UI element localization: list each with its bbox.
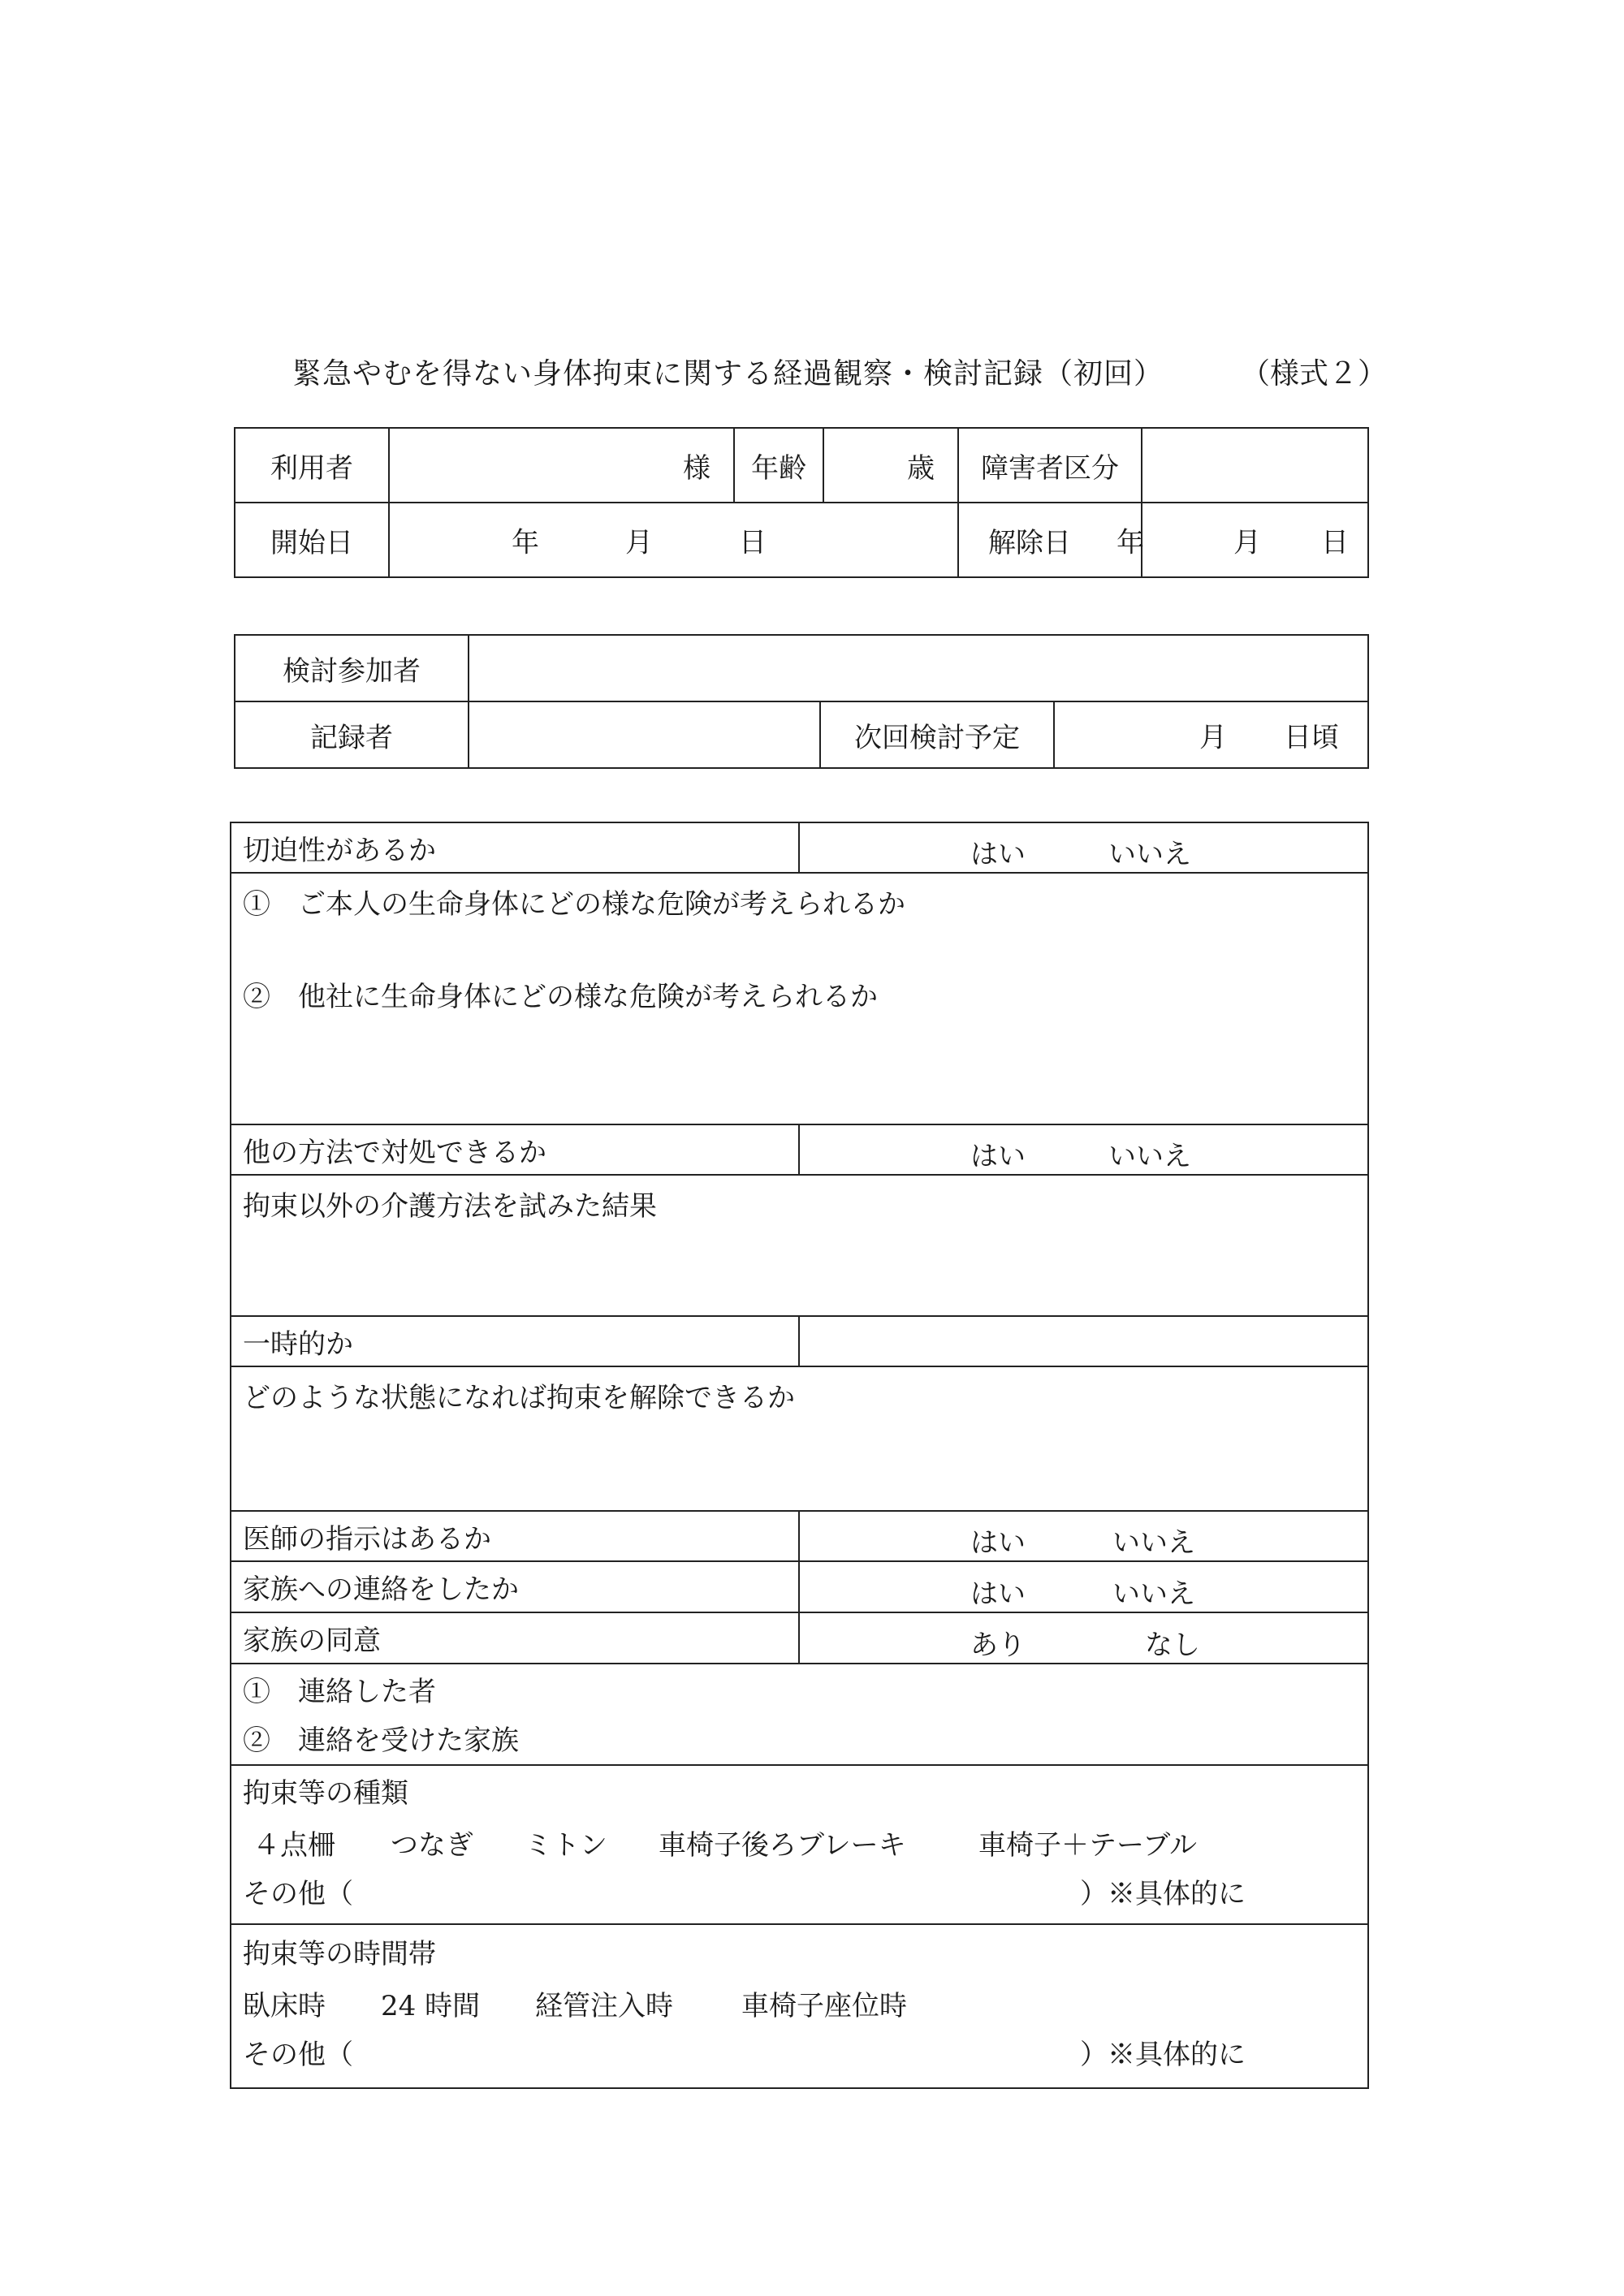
family-contact-answer[interactable] [799, 1561, 1368, 1612]
next-review-label: 次回検討予定 [820, 701, 1054, 768]
temporary-details-field[interactable] [231, 1366, 1368, 1511]
time-tube-feeding[interactable]: 経管注入時 [535, 1990, 673, 2022]
restraint-type-4point[interactable]: ４点柵 [253, 1829, 335, 1862]
family-consent-answer[interactable] [799, 1612, 1368, 1664]
time-other-close: ）※具体的に [1080, 2039, 1246, 2071]
disability-category-field[interactable] [1142, 428, 1368, 503]
restraint-type-section[interactable] [231, 1765, 1368, 1924]
restraint-time-label: 拘束等の時間帯 [243, 1938, 436, 1970]
urgency-item-2: ② 他社に生命身体にどの様な危険が考えられるか [243, 981, 878, 1013]
time-24h[interactable]: 24 時間 [381, 1990, 481, 2022]
alternative-details-field[interactable] [231, 1175, 1368, 1316]
contact-item-1: ① 連絡した者 [243, 1676, 436, 1708]
urgency-yes[interactable]: はい [970, 838, 1026, 871]
doctor-answer[interactable] [799, 1511, 1368, 1561]
document-title: 緊急やむを得ない身体拘束に関する経過観察・検討記録（初回） [292, 357, 1164, 391]
urgency-question: 切迫性があるか [231, 822, 799, 873]
family-contact-no[interactable]: いいえ [1112, 1577, 1195, 1610]
doctor-question: 医師の指示はあるか [231, 1511, 799, 1561]
time-lying[interactable]: 臥床時 [243, 1990, 326, 2022]
urgency-item-1: ① ご本人の生命身体にどの様な危険が考えられるか [243, 888, 905, 921]
restraint-type-mitten[interactable]: ミトン [525, 1829, 607, 1862]
restraint-type-wheelchair-brake[interactable]: 車椅子後ろブレーキ [659, 1829, 906, 1862]
urgency-answer[interactable] [799, 822, 1368, 873]
recorder-label: 記録者 [235, 701, 469, 768]
restraint-other-close: ）※具体的に [1080, 1878, 1246, 1910]
time-wheelchair-seated[interactable]: 車椅子座位時 [741, 1990, 907, 2022]
time-other-open: その他（ [243, 2039, 353, 2071]
recorder-field[interactable] [469, 701, 820, 768]
form-number: （様式２） [1241, 357, 1388, 391]
alternative-question: 他の方法で対処できるか [231, 1124, 799, 1175]
age-label: 年齢 [734, 428, 823, 503]
start-day-label: 日 [739, 526, 767, 559]
participants-field[interactable] [469, 635, 1368, 701]
restraint-time-section[interactable] [231, 1924, 1368, 2088]
contact-details-field[interactable] [231, 1664, 1368, 1765]
next-review-field[interactable] [1054, 701, 1368, 768]
family-consent-question: 家族の同意 [231, 1612, 799, 1664]
user-info-table [234, 427, 1369, 578]
next-month-label: 月 [1199, 721, 1227, 754]
alternative-detail-label: 拘束以外の介護方法を試みた結果 [243, 1190, 657, 1223]
temporary-question: 一時的か [231, 1316, 799, 1366]
alternative-answer[interactable] [799, 1124, 1368, 1175]
start-month-label: 月 [625, 526, 653, 559]
restraint-type-label: 拘束等の種類 [243, 1777, 408, 1810]
consent-yes[interactable]: あり [970, 1628, 1026, 1661]
temporary-detail-label: どのような状態になれば拘束を解除できるか [243, 1382, 795, 1414]
doctor-yes[interactable]: はい [970, 1526, 1026, 1560]
user-name-field[interactable] [389, 428, 734, 503]
temporary-answer[interactable] [799, 1316, 1368, 1366]
review-table [234, 634, 1369, 769]
start-date-field[interactable] [389, 503, 958, 577]
end-day-label: 日 [1321, 526, 1349, 559]
start-year-label: 年 [512, 526, 539, 559]
end-date-label: 解除日 [958, 503, 1142, 577]
restraint-other-open: その他（ [243, 1878, 353, 1910]
doctor-no[interactable]: いいえ [1112, 1526, 1195, 1560]
urgency-no[interactable]: いいえ [1108, 838, 1191, 871]
participants-label: 検討参加者 [235, 635, 469, 701]
end-date-field[interactable] [1116, 503, 1368, 577]
honorific-label: 様 [683, 451, 710, 485]
alternative-no[interactable]: いいえ [1108, 1140, 1191, 1173]
consent-no[interactable]: なし [1145, 1628, 1200, 1661]
user-label: 利用者 [235, 428, 389, 503]
end-month-label: 月 [1233, 526, 1261, 559]
next-day-label: 日頃 [1284, 721, 1339, 754]
disability-category-label: 障害者区分 [958, 428, 1142, 503]
restraint-type-wheelchair-table[interactable]: 車椅子＋テーブル [978, 1829, 1197, 1862]
age-unit-label: 歳 [907, 451, 935, 485]
start-date-label: 開始日 [235, 503, 389, 577]
end-year-label: 年 [1116, 526, 1144, 559]
restraint-type-coverall[interactable]: つなぎ [391, 1829, 473, 1862]
family-contact-question: 家族への連絡をしたか [231, 1561, 799, 1612]
alternative-yes[interactable]: はい [970, 1140, 1026, 1173]
age-field[interactable] [823, 428, 958, 503]
assessment-table [230, 822, 1369, 2089]
family-contact-yes[interactable]: はい [970, 1577, 1026, 1610]
urgency-details-field[interactable] [231, 873, 1368, 1124]
contact-item-2: ② 連絡を受けた家族 [243, 1724, 519, 1757]
